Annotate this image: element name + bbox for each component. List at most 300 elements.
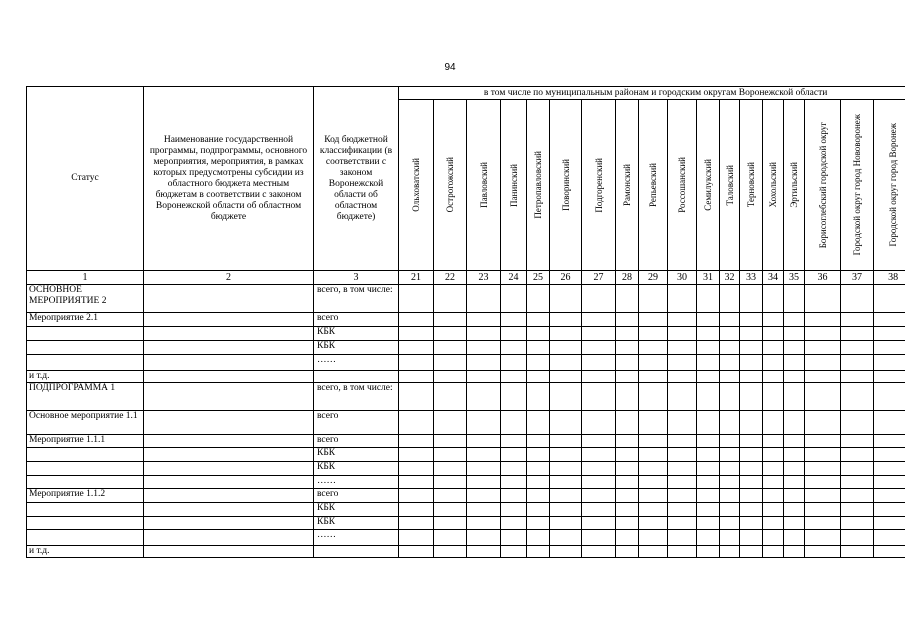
row-value-cell (550, 546, 582, 558)
row-value-cell (763, 435, 784, 448)
row-value-cell (639, 476, 668, 489)
row-value-cell (763, 411, 784, 435)
subsidy-table (26, 86, 905, 558)
row-value-cell (501, 411, 527, 435)
row-value-cell (841, 517, 874, 530)
row-value-cell (874, 355, 905, 371)
row-value-cell (616, 371, 639, 383)
row-value-cell (501, 462, 527, 476)
row-value-cell (740, 285, 763, 313)
header-district-label: Городской округ город Нововоронеж (852, 114, 862, 256)
row-value-cell (763, 448, 784, 462)
row-value-cell (740, 503, 763, 517)
row-value-cell (720, 371, 740, 383)
header-status: Статус (27, 87, 144, 271)
row-value-cell (740, 371, 763, 383)
row-value-cell (434, 517, 467, 530)
row-value-cell (527, 285, 550, 313)
row-value-cell (467, 448, 501, 462)
row-value-cell (582, 530, 616, 546)
row-value-cell (639, 313, 668, 327)
row-value-cell (784, 313, 805, 327)
row-value-cell (582, 371, 616, 383)
row-value-cell (805, 462, 841, 476)
column-number: 37 (841, 271, 874, 285)
row-value-cell (550, 489, 582, 503)
row-value-cell (434, 341, 467, 355)
row-value-cell (697, 355, 720, 371)
row-value-cell (434, 530, 467, 546)
row-value-cell (434, 546, 467, 558)
row-value-cell (616, 462, 639, 476)
row-value-cell (399, 503, 434, 517)
row-value-cell (616, 341, 639, 355)
row-value-cell (639, 435, 668, 448)
row-value-cell (501, 313, 527, 327)
column-number: 27 (582, 271, 616, 285)
row-value-cell (467, 341, 501, 355)
column-number: 23 (467, 271, 501, 285)
row-value-cell (434, 435, 467, 448)
row-value-cell (399, 371, 434, 383)
row-value-cell (527, 341, 550, 355)
row-value-cell (501, 546, 527, 558)
row-value-cell (805, 355, 841, 371)
row-value-cell (582, 411, 616, 435)
header-district-label: Таловский (724, 164, 735, 206)
row-value-cell (527, 462, 550, 476)
row-value-cell (527, 355, 550, 371)
row-value-cell (874, 530, 905, 546)
row-value-cell (467, 530, 501, 546)
header-district (639, 100, 668, 271)
row-value-cell (434, 327, 467, 341)
row-value-cell (805, 530, 841, 546)
column-number: 2 (144, 271, 314, 285)
row-value-cell (639, 355, 668, 371)
row-value-cell (582, 503, 616, 517)
row-code: КБК (314, 327, 399, 341)
column-number: 26 (550, 271, 582, 285)
row-value-cell (616, 327, 639, 341)
row-value-cell (550, 476, 582, 489)
row-value-cell (616, 435, 639, 448)
row-value-cell (874, 341, 905, 355)
row-status: ПОДПРОГРАММА 1 (27, 383, 144, 411)
row-value-cell (582, 489, 616, 503)
header-district (550, 100, 582, 271)
row-value-cell (639, 489, 668, 503)
row-value-cell (668, 355, 697, 371)
row-value-cell (550, 327, 582, 341)
row-value-cell (874, 546, 905, 558)
row-value-cell (501, 285, 527, 313)
row-value-cell (639, 517, 668, 530)
row-value-cell (527, 503, 550, 517)
header-district-label: Рамонский (622, 163, 632, 206)
row-value-cell (668, 341, 697, 355)
row-value-cell (874, 411, 905, 435)
row-value-cell (841, 530, 874, 546)
row-value-cell (616, 546, 639, 558)
header-district (582, 100, 616, 271)
header-district (668, 100, 697, 271)
row-value-cell (668, 383, 697, 411)
row-value-cell (697, 411, 720, 435)
row-value-cell (434, 476, 467, 489)
row-value-cell (668, 371, 697, 383)
header-district (784, 100, 805, 271)
row-value-cell (763, 341, 784, 355)
row-value-cell (399, 448, 434, 462)
row-code: …… (314, 476, 399, 489)
column-number: 28 (616, 271, 639, 285)
row-value-cell (841, 546, 874, 558)
row-value-cell (434, 371, 467, 383)
row-value-cell (784, 383, 805, 411)
header-district-label: Павловский (478, 162, 489, 208)
row-value-cell (639, 462, 668, 476)
row-value-cell (740, 476, 763, 489)
row-value-cell (805, 383, 841, 411)
row-value-cell (434, 448, 467, 462)
row-value-cell (668, 435, 697, 448)
row-value-cell (841, 285, 874, 313)
row-value-cell (616, 285, 639, 313)
header-district (874, 100, 905, 271)
header-district-label: Эртильский (789, 162, 799, 208)
row-value-cell (582, 355, 616, 371)
row-value-cell (805, 448, 841, 462)
row-code: всего (314, 411, 399, 435)
row-value-cell (720, 285, 740, 313)
row-name (144, 448, 314, 462)
row-value-cell (720, 355, 740, 371)
row-value-cell (616, 383, 639, 411)
column-number: 35 (784, 271, 805, 285)
row-status: Мероприятие 1.1.1 (27, 435, 144, 448)
row-value-cell (874, 448, 905, 462)
row-value-cell (467, 327, 501, 341)
row-value-cell (550, 435, 582, 448)
row-value-cell (616, 313, 639, 327)
row-status: Мероприятие 2.1 (27, 313, 144, 327)
row-value-cell (841, 476, 874, 489)
row-value-cell (668, 411, 697, 435)
row-value-cell (740, 383, 763, 411)
row-value-cell (527, 411, 550, 435)
row-status (27, 355, 144, 371)
row-value-cell (784, 476, 805, 489)
row-value-cell (639, 503, 668, 517)
row-value-cell (501, 448, 527, 462)
row-code: …… (314, 530, 399, 546)
row-name (144, 371, 314, 383)
row-status (27, 448, 144, 462)
row-value-cell (668, 489, 697, 503)
row-value-cell (805, 341, 841, 355)
row-value-cell (582, 285, 616, 313)
row-value-cell (467, 489, 501, 503)
row-value-cell (805, 327, 841, 341)
row-value-cell (527, 383, 550, 411)
row-value-cell (668, 462, 697, 476)
row-value-cell (841, 503, 874, 517)
row-value-cell (467, 546, 501, 558)
row-value-cell (434, 503, 467, 517)
row-value-cell (784, 530, 805, 546)
row-value-cell (784, 355, 805, 371)
row-value-cell (467, 411, 501, 435)
table-row (27, 448, 905, 462)
header-district-label: Ольховатский (411, 158, 421, 212)
row-code: всего (314, 489, 399, 503)
row-value-cell (582, 313, 616, 327)
row-value-cell (784, 448, 805, 462)
row-status: и т.д. (27, 546, 144, 558)
table-row (27, 435, 905, 448)
row-value-cell (582, 476, 616, 489)
row-value-cell (841, 313, 874, 327)
row-code: …… (314, 355, 399, 371)
header-district-label: Панинский (508, 163, 519, 207)
row-value-cell (527, 476, 550, 489)
row-value-cell (434, 462, 467, 476)
row-value-cell (668, 517, 697, 530)
row-name (144, 327, 314, 341)
header-district-label: Семилукский (703, 159, 713, 211)
row-name (144, 517, 314, 530)
row-value-cell (434, 489, 467, 503)
row-value-cell (874, 383, 905, 411)
row-value-cell (805, 476, 841, 489)
row-value-cell (697, 530, 720, 546)
column-number: 24 (501, 271, 527, 285)
row-value-cell (763, 371, 784, 383)
row-value-cell (639, 448, 668, 462)
row-code: КБК (314, 517, 399, 530)
row-value-cell (805, 489, 841, 503)
header-district (527, 100, 550, 271)
row-value-cell (668, 503, 697, 517)
row-value-cell (582, 448, 616, 462)
row-value-cell (639, 327, 668, 341)
row-value-cell (399, 327, 434, 341)
header-district-label: Подгоренский (593, 157, 604, 213)
column-number: 22 (434, 271, 467, 285)
row-value-cell (784, 285, 805, 313)
row-value-cell (841, 383, 874, 411)
row-value-cell (527, 327, 550, 341)
row-value-cell (639, 530, 668, 546)
row-value-cell (434, 411, 467, 435)
row-value-cell (467, 476, 501, 489)
row-value-cell (763, 355, 784, 371)
row-value-cell (639, 371, 668, 383)
row-value-cell (399, 435, 434, 448)
header-district-label: Репьевский (648, 163, 658, 207)
row-code: КБК (314, 503, 399, 517)
row-value-cell (582, 341, 616, 355)
row-value-cell (720, 489, 740, 503)
row-name (144, 285, 314, 313)
row-value-cell (720, 383, 740, 411)
row-value-cell (616, 530, 639, 546)
row-value-cell (616, 448, 639, 462)
row-status (27, 327, 144, 341)
row-value-cell (616, 503, 639, 517)
row-value-cell (697, 371, 720, 383)
header-district (467, 100, 501, 271)
row-value-cell (784, 327, 805, 341)
row-name (144, 503, 314, 517)
row-value-cell (720, 517, 740, 530)
row-value-cell (550, 462, 582, 476)
row-value-cell (740, 448, 763, 462)
row-value-cell (805, 285, 841, 313)
row-value-cell (841, 448, 874, 462)
row-value-cell (874, 503, 905, 517)
column-number: 32 (720, 271, 740, 285)
row-value-cell (527, 313, 550, 327)
row-value-cell (582, 435, 616, 448)
row-value-cell (668, 530, 697, 546)
row-value-cell (527, 530, 550, 546)
row-value-cell (399, 546, 434, 558)
row-value-cell (467, 285, 501, 313)
row-value-cell (582, 546, 616, 558)
row-value-cell (720, 530, 740, 546)
header-municipal-group: в том числе по муниципальным районам и городским округам Воронежской области (399, 87, 905, 100)
row-value-cell (874, 462, 905, 476)
column-number: 1 (27, 271, 144, 285)
row-value-cell (805, 435, 841, 448)
row-value-cell (399, 411, 434, 435)
row-value-cell (550, 371, 582, 383)
header-district (434, 100, 467, 271)
row-value-cell (841, 411, 874, 435)
row-name (144, 489, 314, 503)
row-name (144, 341, 314, 355)
row-value-cell (697, 313, 720, 327)
row-value-cell (763, 313, 784, 327)
row-value-cell (805, 517, 841, 530)
row-value-cell (616, 476, 639, 489)
row-status (27, 341, 144, 355)
row-value-cell (874, 371, 905, 383)
row-code: КБК (314, 341, 399, 355)
row-value-cell (720, 327, 740, 341)
column-number: 34 (763, 271, 784, 285)
row-value-cell (763, 530, 784, 546)
row-value-cell (582, 327, 616, 341)
row-status (27, 530, 144, 546)
row-value-cell (720, 476, 740, 489)
row-value-cell (668, 448, 697, 462)
header-district (805, 100, 841, 271)
row-value-cell (697, 435, 720, 448)
row-value-cell (467, 517, 501, 530)
row-value-cell (527, 517, 550, 530)
column-number: 3 (314, 271, 399, 285)
row-value-cell (697, 383, 720, 411)
header-district (841, 100, 874, 271)
header-district-label: Россошанский (677, 157, 687, 213)
row-value-cell (740, 517, 763, 530)
row-value-cell (720, 313, 740, 327)
row-value-cell (740, 530, 763, 546)
row-value-cell (639, 285, 668, 313)
row-value-cell (720, 341, 740, 355)
row-value-cell (527, 435, 550, 448)
row-value-cell (720, 448, 740, 462)
row-value-cell (467, 435, 501, 448)
row-value-cell (668, 313, 697, 327)
row-value-cell (784, 517, 805, 530)
row-code (314, 546, 399, 558)
row-value-cell (784, 435, 805, 448)
row-value-cell (668, 285, 697, 313)
row-value-cell (697, 462, 720, 476)
row-value-cell (763, 285, 784, 313)
row-code: всего (314, 313, 399, 327)
row-code: всего, в том числе: (314, 383, 399, 411)
row-value-cell (527, 448, 550, 462)
row-value-cell (639, 546, 668, 558)
row-value-cell (841, 341, 874, 355)
column-number: 30 (668, 271, 697, 285)
row-value-cell (501, 503, 527, 517)
row-value-cell (805, 411, 841, 435)
row-name (144, 476, 314, 489)
column-number: 29 (639, 271, 668, 285)
row-value-cell (550, 503, 582, 517)
row-value-cell (763, 517, 784, 530)
row-value-cell (763, 489, 784, 503)
row-value-cell (874, 517, 905, 530)
row-value-cell (434, 383, 467, 411)
row-value-cell (874, 313, 905, 327)
header-district (501, 100, 527, 271)
row-value-cell (805, 503, 841, 517)
row-status: ОСНОВНОЕ МЕРОПРИЯТИЕ 2 (27, 285, 144, 313)
header-district-label: Городской округ город Воронеж (888, 123, 899, 247)
row-status (27, 462, 144, 476)
row-status: Мероприятие 1.1.2 (27, 489, 144, 503)
row-value-cell (467, 371, 501, 383)
row-value-cell (434, 313, 467, 327)
row-value-cell (668, 476, 697, 489)
row-value-cell (639, 383, 668, 411)
row-value-cell (467, 383, 501, 411)
header-code: Код бюджетной классификации (в соответствии с законом Воронежской области об областном бюджете) (314, 87, 399, 271)
row-value-cell (399, 517, 434, 530)
row-value-cell (550, 313, 582, 327)
header-district-label: Хохольский (768, 162, 778, 208)
row-value-cell (740, 489, 763, 503)
table-row (27, 383, 905, 411)
row-value-cell (697, 546, 720, 558)
row-value-cell (874, 435, 905, 448)
table-row (27, 355, 905, 371)
row-value-cell (784, 489, 805, 503)
table-row (27, 371, 905, 383)
row-name (144, 411, 314, 435)
row-value-cell (501, 371, 527, 383)
row-value-cell (434, 285, 467, 313)
row-value-cell (784, 546, 805, 558)
table-row (27, 476, 905, 489)
